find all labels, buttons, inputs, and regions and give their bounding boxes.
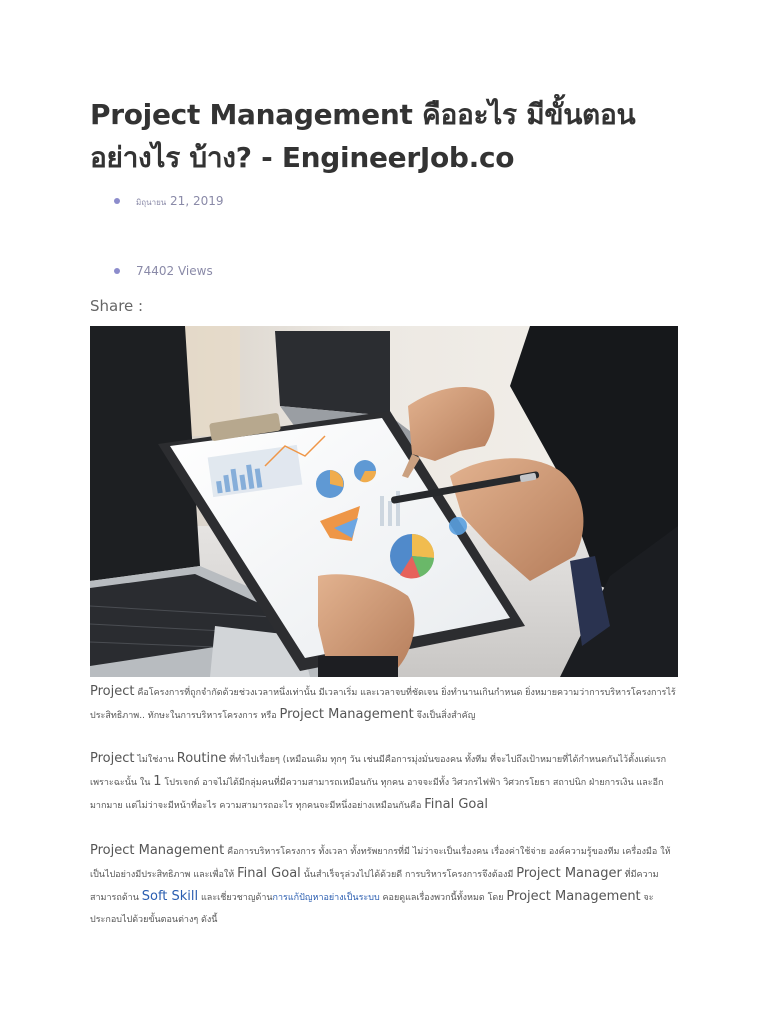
post-date-rest: 21, 2019 (166, 194, 224, 208)
post-date-list (114, 193, 224, 211)
p3-term-pmanager: Project Manager (516, 866, 622, 881)
p3-text-c: ที่มีความสามารถด้าน (90, 870, 659, 903)
view-count-text: 74402 Views (136, 264, 213, 278)
p3-text-end: จะประกอบไปด้วยขั้นตอนต่างๆ ดังนี้ (90, 893, 654, 925)
bullet-icon (114, 198, 120, 204)
bullet-icon (114, 268, 120, 274)
p3-text-b: นั้นสำเร็จรุล่วงไปได้ด้วยดี การบริหารโครงการจึงต้องมี (300, 870, 517, 880)
p3-text-d: และเชี่ยวชาญด้าน (198, 893, 273, 903)
article-image (90, 326, 678, 677)
p3-text-a: คือการบริหารโครงการ ทั้งเวลา ทั้งทรัพยากรที่มี ไม่ว่าจะเป็นเรื่องคน เรื่องค่าใช้จ่าย องค์ความรู้ของทีม เครื่องมือ ให้เป็นไปอย่างมีประสิทธิภาพ และเพื่อให้ (90, 847, 671, 880)
title-thai-2: บ้าง (189, 141, 236, 174)
p3-text-e: คอยดูแลเรื่องพวกนี้ทั้งหมด โดย (379, 893, 507, 903)
p1-text: คือโครงการที่ถูกจำกัดด้วยช่วงเวลาหนึ่งเท่านั้น มีเวลาเริ่ม และเวลาจบที่ชัดเจน ยิ่งทำนานเกินกำหนด ยิ่งหมายความว่าการบริหารโครงการไร้ประสิทธิภาพ.. ทักษะในการบริหารโครงการ หรือ (90, 688, 676, 721)
title-thai: คืออะไร มีขั้นตอนอย่างไร (90, 98, 636, 174)
p1-text-end: จึงเป็นสิ่งสำคัญ (413, 711, 476, 721)
title-suffix: ? - EngineerJob.co (235, 141, 515, 174)
paragraph-1 (90, 681, 680, 727)
p2-text-b: ที่ทำไปเรื่อยๆ (เหมือนเดิม ทุกๆ วัน เช่นมีคือการมุ่งมั่นของคน ทั้งทีม ที่จะไปถึงเป้าหมายที่ได้กำหนดกันไว้ตั้งแต่แรก เพราะฉะนั้น ใน (90, 755, 667, 788)
p2-text-c: โปรเจกต์ อาจไม่ได้มีกลุ่มคนที่มีความสามารถเหมือนกัน ทุกคน อาจจะมีทั้ง วิศวกรไฟฟ้า วิศวกรโยธา สถาปนิก ฝ่ายการเงิน และอีกมากมาย แต่ไม่ว่าจะมีหน้าที่อะไร ความสามารถอะไร ทุกคนจะมีหนึ่งอย่างเหมือนกันคือ (90, 778, 664, 811)
p3-term-pm: Project Management (90, 843, 225, 858)
problem-solving-link[interactable]: การแก้ปัญหาอย่างเป็นระบบ (272, 893, 380, 903)
paragraph-3 (90, 840, 680, 931)
p2-text-a: ไม่ใช่งาน (134, 755, 177, 765)
soft-skill-link[interactable]: Soft Skill (141, 889, 199, 904)
p1-term-project: Project (90, 684, 135, 699)
share-label: Share : (90, 297, 144, 315)
p2-term-routine: Routine (176, 751, 227, 766)
p1-term-pm: Project Management (279, 707, 414, 722)
p2-term-final-goal: Final Goal (424, 797, 488, 812)
post-date (114, 193, 224, 211)
post-date-month: มิถุนายน (136, 198, 167, 207)
p3-term-final-goal: Final Goal (237, 866, 301, 881)
paragraph-2 (90, 748, 680, 817)
p2-term-project: Project (90, 751, 135, 766)
view-count-list (114, 263, 213, 279)
article-title (90, 93, 690, 179)
title-english: Project Management (90, 98, 413, 131)
p2-number: 1 (153, 774, 162, 789)
p3-term-pm-2: Project Management (506, 889, 641, 904)
view-count (114, 263, 213, 279)
